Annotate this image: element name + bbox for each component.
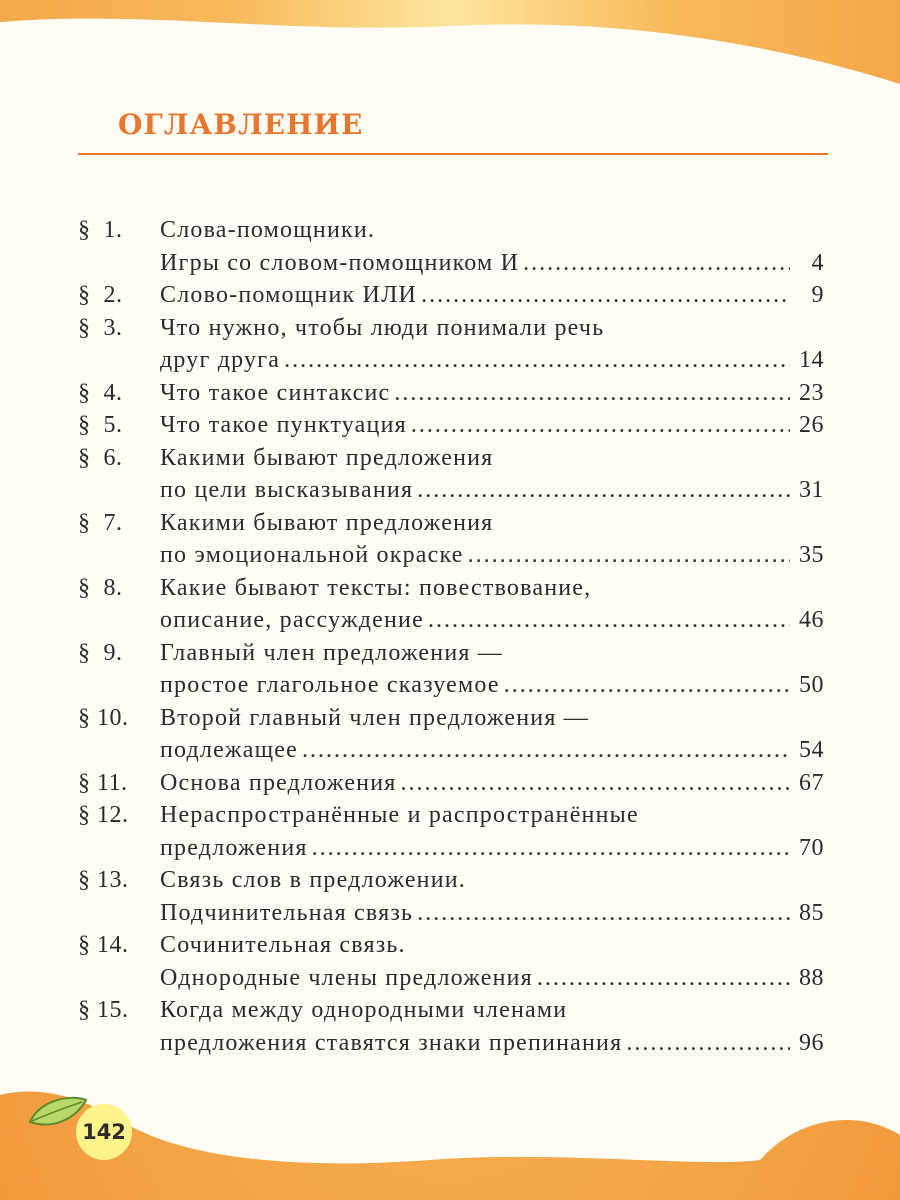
section-number: § 5. [78,412,123,438]
entry-title [160,279,824,312]
entry-line-text: Что такое синтаксис [160,379,391,406]
section-number: § 7. [78,509,123,536]
entry-line [160,799,824,832]
entry-line-text: Однородные члены предложения [160,964,533,991]
toc-entry[interactable] [78,409,824,442]
entry-line-text: Основа предложения [160,769,397,796]
dot-leader [504,669,790,702]
entry-line [160,344,824,377]
page-ref: 96 [799,1029,824,1056]
entry-line [160,279,824,312]
entry-title [160,409,824,442]
entry-line [160,539,824,572]
dot-leader [523,247,790,280]
entry-title [160,637,824,702]
section-number: § 3. [78,314,123,341]
dot-leader [394,377,790,410]
entry-line [160,247,824,280]
entry-line-text: подлежащее [160,737,299,763]
entry-title [160,767,824,800]
entry-title [160,442,824,507]
entry-title [160,507,824,572]
toc-entry[interactable] [78,994,824,1059]
section-number: § 1. [78,217,123,243]
page-ref: 14 [799,347,824,373]
toc-entry[interactable] [78,767,824,800]
entry-line-text: описание, рассуждение [160,607,424,633]
dot-leader [421,279,790,312]
dot-leader [428,604,790,637]
entry-title [160,994,824,1059]
entry-line-text: простое глагольное сказуемое [160,672,500,698]
toc-entry[interactable] [78,312,824,377]
entry-line [160,929,824,962]
section-number: § 15. [78,997,129,1023]
dot-leader [401,767,790,800]
page-ref: 4 [811,249,824,276]
dot-leader [626,1027,790,1060]
section-number: § 10. [78,704,129,731]
entry-line [160,507,824,540]
entry-title [160,799,824,864]
toc-entry[interactable] [78,799,824,864]
dot-leader [417,897,790,930]
dot-leader [302,734,790,767]
entry-line [160,767,824,800]
entry-line-text: Игры со словом-помощником И [160,249,520,276]
entry-line-text: по эмоциональной окраске [160,542,464,568]
toc-entry[interactable] [78,929,824,994]
entry-line-text: Какие бывают тексты: повествование, [160,574,592,601]
entry-line [160,734,824,767]
entry-line [160,409,824,442]
entry-title [160,572,824,637]
toc-entry[interactable] [78,637,824,702]
entry-line [160,897,824,930]
section-number: § 4. [78,379,123,406]
entry-line-text: Подчинительная связь [160,899,414,926]
dot-leader [417,474,790,507]
entry-line [160,669,824,702]
toc-entry[interactable] [78,442,824,507]
section-number: § 12. [78,802,129,828]
toc-entry[interactable] [78,377,824,410]
entry-line-text: Что такое пунктуация [160,412,407,438]
entry-line [160,962,824,995]
entry-line-text: Связь слов в предложении. [160,867,466,893]
entry-line-text: Сочинительная связь. [160,932,406,958]
entry-line-text: предложения ставятся знаки препинания [160,1029,623,1056]
entry-line-text: Какими бывают предложения [160,444,494,471]
dot-leader [284,344,790,377]
section-number: § 13. [78,867,129,893]
page-title: ОГЛАВЛЕНИЕ [118,108,364,141]
toc-entry[interactable] [78,507,824,572]
entry-line [160,1027,824,1060]
page-ref: 9 [811,282,824,308]
dot-leader [468,539,790,572]
entry-line-text: Нераспространённые и распространённые [160,802,639,828]
entry-line [160,994,824,1027]
entry-line [160,214,824,247]
section-number: § 9. [78,639,123,666]
toc-entry[interactable] [78,864,824,929]
entry-line-text: друг друга [160,347,281,373]
entry-line [160,474,824,507]
page-ref: 50 [799,672,824,698]
toc-entry[interactable] [78,572,824,637]
table-of-contents [78,214,824,1059]
page-ref: 46 [799,607,824,633]
page-ref: 31 [799,477,824,503]
entry-line-text: предложения [160,834,308,861]
dot-leader [411,409,790,442]
page-ref: 23 [799,379,824,406]
entry-line [160,377,824,410]
entry-line-text: Слова-помощники. [160,217,376,243]
page-ref: 54 [799,737,824,763]
entry-line [160,832,824,865]
entry-line [160,864,824,897]
section-number: § 8. [78,574,123,601]
entry-line-text: по цели высказывания [160,477,414,503]
entry-title [160,864,824,929]
entry-title [160,312,824,377]
page-number-badge: 142 [76,1104,132,1160]
page-ref: 88 [799,964,824,991]
section-number: § 2. [78,282,123,308]
page-ref: 85 [799,899,824,926]
entry-title [160,929,824,994]
entry-line-text: Слово-помощник ИЛИ [160,282,418,308]
page-ref: 70 [799,834,824,861]
entry-line-text: Второй главный член предложения — [160,704,589,731]
dot-leader [312,832,790,865]
entry-line [160,637,824,670]
entry-line-text: Главный член предложения — [160,639,504,666]
page-ref: 67 [799,769,824,796]
entry-line [160,312,824,345]
entry-title [160,377,824,410]
entry-line-text: Какими бывают предложения [160,509,494,536]
section-number: § 14. [78,932,129,958]
section-number: § 11. [78,769,128,796]
page-ref: 26 [799,412,824,438]
toc-entry[interactable] [78,214,824,279]
entry-title [160,702,824,767]
dot-leader [537,962,790,995]
page-ref: 35 [799,542,824,568]
entry-line [160,604,824,637]
entry-title [160,214,824,279]
toc-entry[interactable] [78,279,824,312]
entry-line [160,702,824,735]
section-number: § 6. [78,444,123,471]
toc-entry[interactable] [78,702,824,767]
title-divider [78,153,828,155]
entry-line-text: Когда между однородными членами [160,997,568,1023]
entry-line [160,572,824,605]
entry-line-text: Что нужно, чтобы люди понимали речь [160,314,605,341]
entry-line [160,442,824,475]
